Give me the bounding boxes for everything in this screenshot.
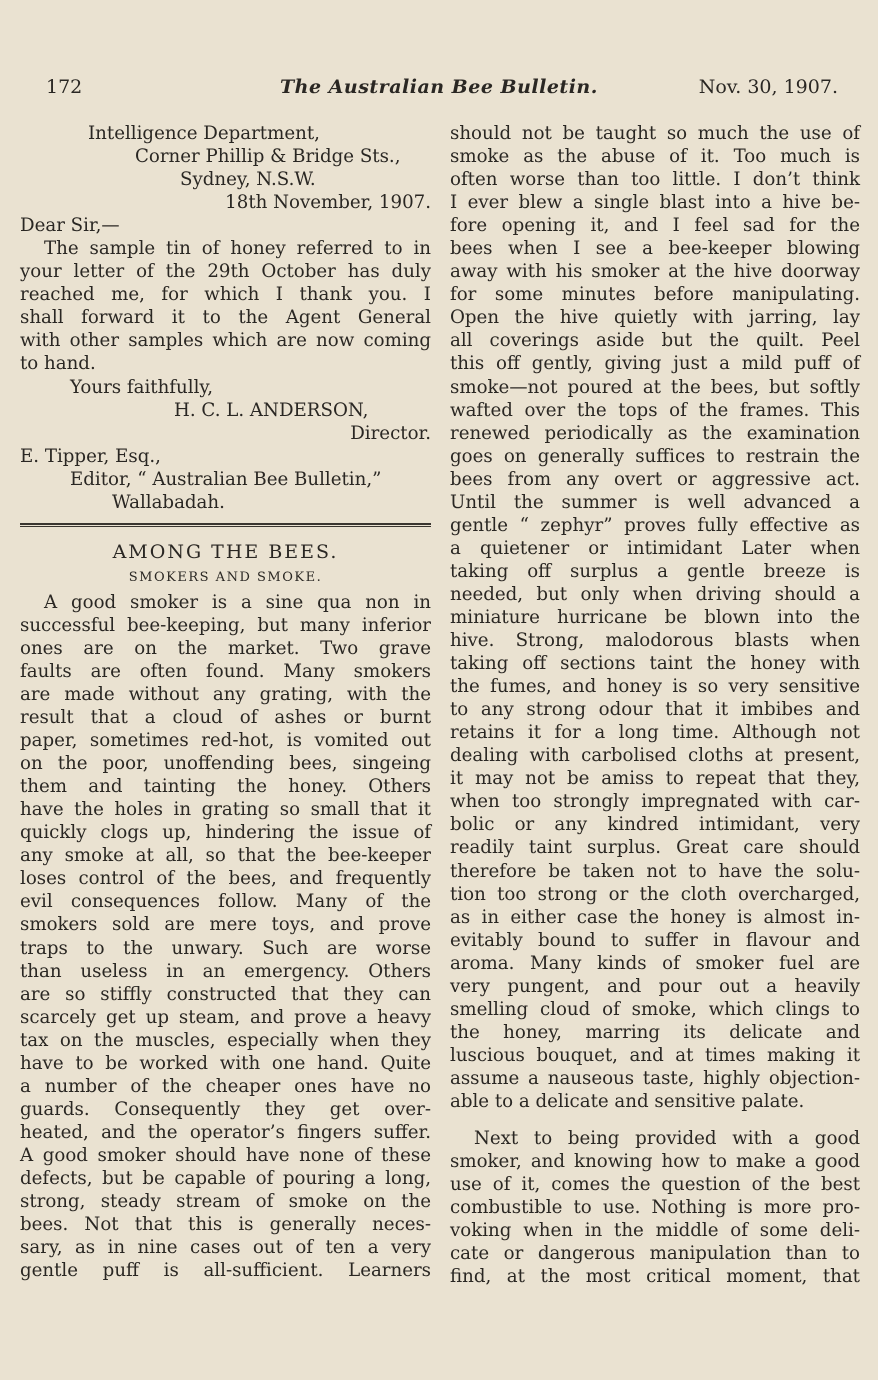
text-line: smoker, and knowing how to make a good [450, 1151, 860, 1173]
issue-date: Nov. 30, 1907. [698, 76, 838, 98]
letter-closing: Yours faithfully, [70, 376, 214, 398]
article-right-text-paragraph-2 [450, 1127, 860, 1288]
text-line: I ever blew a single blast into a hive be- [450, 192, 860, 214]
text-line: Open the hive quietly with jarring, lay [450, 307, 860, 329]
text-line: smoke as the abuse of it. Too much is [450, 146, 860, 168]
article-left-text [20, 591, 431, 1282]
address-line: Corner Phillip & Bridge Sts., [135, 146, 401, 168]
text-line: Next to being provided with a good [474, 1128, 860, 1150]
text-line: a quietener or intimidant Later when [450, 537, 860, 559]
text-line: it may not be amiss to repeat that they, [450, 768, 860, 790]
text-line: miniature hurricane be blown into the [450, 606, 860, 628]
text-line: are made without any grating, with the [20, 683, 431, 705]
text-line: tion too strong or the cloth overcharged, [450, 883, 860, 905]
text-line: able to a delicate and sensitive palate. [450, 1090, 805, 1112]
text-line: A good smoker should have none of these [20, 1144, 431, 1166]
text-line: hive. Strong, malodorous blasts when [450, 630, 860, 652]
text-line: find, at the most critical moment, that [450, 1266, 860, 1288]
text-line: have to be worked with one hand. Quite [20, 1052, 431, 1074]
text-line: strong, steady stream of smoke on the [20, 1191, 431, 1213]
text-line: aroma. Many kinds of smoker fuel are [450, 952, 860, 974]
letter-body-line: your letter of the 29th October has duly [20, 261, 431, 283]
text-line: smokers sold are mere toys, and prove [20, 914, 431, 936]
text-line: guards. Consequently they get over- [20, 1098, 431, 1120]
text-line: any smoke at all, so that the bee-keeper [20, 845, 431, 867]
salutation: Dear Sir,— [20, 215, 120, 237]
recipient-line: E. Tipper, Esq., [20, 445, 161, 467]
text-line: quickly clogs up, hindering the issue of [20, 822, 431, 844]
text-line: result that a cloud of ashes or burnt [20, 707, 431, 729]
text-line: paper, sometimes red-hot, is vomited out [20, 730, 431, 752]
text-line: faults are often found. Many smokers [20, 660, 431, 682]
text-line: bees. Not that this is generally neces- [20, 1214, 431, 1236]
page-header [22, 76, 838, 106]
page-number: 172 [46, 76, 83, 98]
letter [20, 122, 431, 514]
text-line: scarcely get up steam, and prove a heavy [20, 1006, 431, 1028]
text-line: to any strong odour that it imbibes and [450, 699, 860, 721]
text-line: bolic or any kindred intimidant, very [450, 814, 860, 836]
text-line: away with his smoker at the hive doorway [450, 261, 860, 283]
text-line: often worse than too little. I don’t think [450, 169, 860, 191]
text-line: renewed periodically as the examination [450, 422, 860, 444]
text-line: ones are on the market. Two grave [20, 637, 431, 659]
text-line: have the holes in grating so small that it [20, 799, 431, 821]
address-line: Sydney, N.S.W. [180, 169, 316, 191]
text-line: use of it, comes the question of the best [450, 1174, 860, 1196]
paragraph-gap [450, 1113, 860, 1127]
text-line: as in either case the honey is almost in- [450, 906, 860, 928]
text-line: A good smoker is a sine qua non in [44, 591, 431, 613]
article-right-text [450, 122, 860, 1113]
recipient-line: Wallabadah. [112, 491, 225, 513]
text-line: taking off sections taint the honey with [450, 653, 860, 675]
text-line: a number of the cheaper ones have no [20, 1075, 431, 1097]
text-line: are so stiffly constructed that they can [20, 983, 431, 1005]
text-line: smoke—not poured at the bees, but softly [450, 376, 860, 398]
text-line: for some minutes before manipulating. [450, 284, 860, 306]
text-line: the fumes, and honey is so very sensitive [450, 676, 860, 698]
text-line: than useless in an emergency. Others [20, 960, 431, 982]
text-line: bees from any overt or aggressive act. [450, 468, 860, 490]
journal-title: The Australian Bee Bulletin. [280, 76, 598, 98]
text-line: should not be taught so much the use of [450, 123, 860, 144]
recipient-line: Editor, “ Australian Bee Bulletin,” [70, 468, 382, 490]
text-line: needed, but only when driving should a [450, 583, 860, 605]
text-line: evitably bound to suffer in flavour and [450, 929, 860, 951]
text-line: heated, and the operator’s fingers suffer. [20, 1121, 431, 1143]
text-line: traps to the unwary. Such are worse [20, 937, 431, 959]
text-line: bees when I see a bee-keeper blowing [450, 238, 860, 260]
text-line: fore opening it, and I feel sad for the [450, 215, 860, 237]
text-line: therefore be taken not to have the solu- [450, 860, 860, 882]
text-line: defects, but be capable of pouring a long, [20, 1167, 431, 1189]
text-line: when too strongly impregnated with car- [450, 791, 860, 813]
signature-title: Director. [350, 422, 431, 444]
text-line: smelling cloud of smoke, which clings to [450, 998, 860, 1020]
article-title: AMONG THE BEES. [112, 540, 339, 563]
text-line: gentle “ zephyr” proves fully effective as [450, 514, 860, 536]
text-line: retains it for a long time. Although not [450, 722, 860, 744]
text-line: tax on the muscles, especially when they [20, 1029, 431, 1051]
text-line: dealing with carbolised cloths at present, [450, 745, 860, 767]
text-line: them and tainting the honey. Others [20, 776, 431, 798]
text-line: evil consequences follow. Many of the [20, 891, 431, 913]
text-line: successful bee-keeping, but many inferior [20, 614, 431, 636]
text-line: Until the summer is well advanced a [450, 491, 860, 513]
address-line: Intelligence Department, [88, 123, 320, 144]
text-line: luscious bouquet, and at times making it [450, 1044, 860, 1066]
letter-body-line: reached me, for which I thank you. I [20, 284, 431, 306]
text-line: very pungent, and pour out a heavily [450, 975, 860, 997]
section-divider [20, 523, 431, 525]
right-column [450, 122, 860, 1288]
left-column [20, 122, 431, 1282]
letter-body-line: shall forward it to the Agent General [20, 307, 431, 329]
text-line: loses control of the bees, and frequently [20, 868, 431, 890]
letter-body-line: to hand. [20, 353, 96, 375]
text-line: voking when in the middle of some deli- [450, 1220, 860, 1242]
letter-date: 18th November, 1907. [225, 192, 431, 214]
text-line: assume a nauseous taste, highly objection- [450, 1067, 860, 1089]
text-line: readily taint surplus. Great care should [450, 837, 860, 859]
text-line: the honey, marring its delicate and [450, 1021, 860, 1043]
text-line: sary, as in nine cases out of ten a very [20, 1237, 431, 1259]
text-line: on the poor, unoffending bees, singeing [20, 753, 431, 775]
text-line: gentle puff is all-sufficient. Learners [20, 1260, 431, 1282]
article-subtitle: SMOKERS AND SMOKE. [128, 569, 323, 585]
text-line: goes on generally suffices to restrain the [450, 445, 860, 467]
letter-body-line: The sample tin of honey referred to in [44, 238, 431, 260]
text-line: combustible to use. Nothing is more pro- [450, 1197, 860, 1219]
text-line: cate or dangerous manipulation than to [450, 1243, 860, 1265]
letter-body-line: with other samples which are now coming [20, 330, 431, 352]
letter-signature: H. C. L. ANDERSON, [174, 399, 369, 421]
section-divider-thin [20, 526, 431, 527]
text-line: this off gently, giving just a mild puff of [450, 353, 860, 375]
text-line: taking off surplus a gentle breeze is [450, 560, 860, 582]
text-line: all coverings aside but the quilt. Peel [450, 330, 860, 352]
text-line: wafted over the tops of the frames. This [450, 399, 860, 421]
